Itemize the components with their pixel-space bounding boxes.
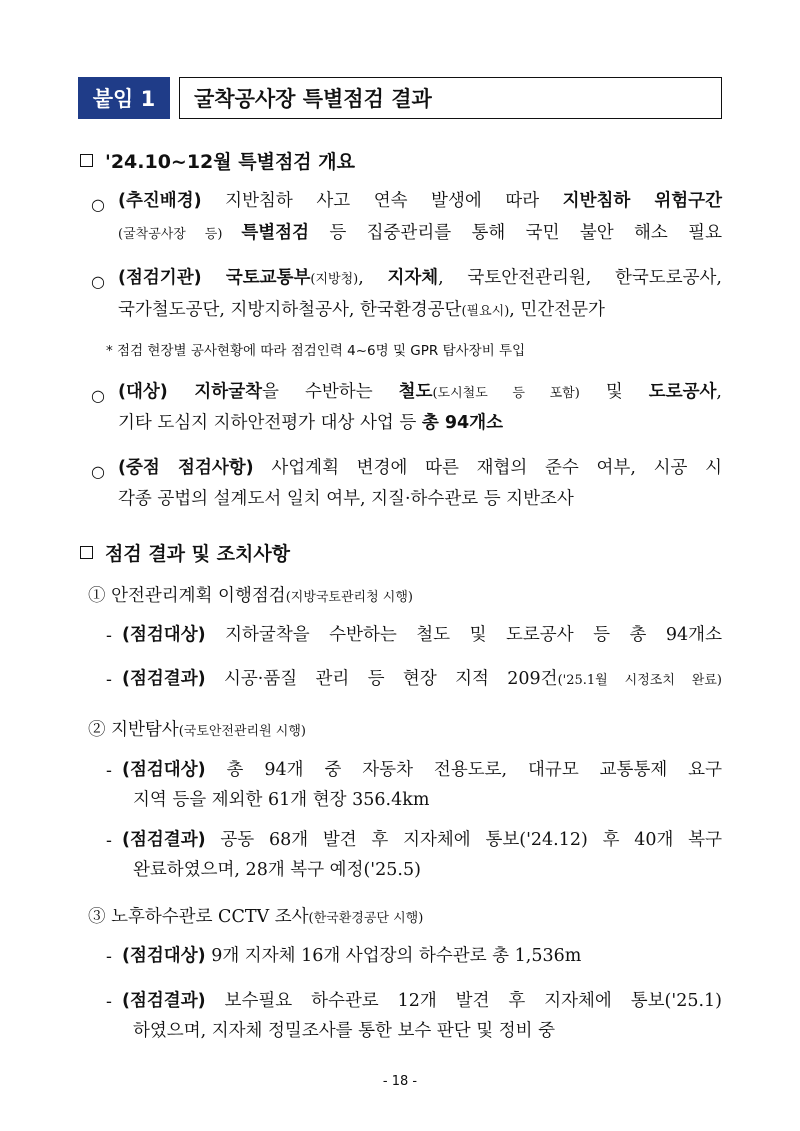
item-target-line1: (대상) 지하굴착을 수반하는 철도(도시철도 등 포함) 및 도로공사, <box>118 382 722 402</box>
section-2-heading <box>80 539 290 566</box>
group-3-result-line1: (점검결과) 보수필요 하수관로 12개 발견 후 지자체에 통보('25.1) <box>122 991 722 1011</box>
dash-bullet-icon: - <box>106 992 112 1012</box>
dash-bullet-icon: - <box>106 947 112 967</box>
circle-bullet-icon: ○ <box>91 272 105 291</box>
dash-bullet-icon: - <box>106 626 112 646</box>
circle-bullet-icon: ○ <box>91 386 105 405</box>
circle-bullet-icon: ○ <box>91 195 105 214</box>
item-agencies-line2: 국가철도공단, 지방지하철공사, 한국환경공단(필요시), 민간전문가 <box>118 300 605 320</box>
item-focus-line1: (중점 점검사항) 사업계획 변경에 따른 재협의 준수 여부, 시공 시 <box>118 458 722 478</box>
group-1-target: (점검대상) 지하굴착을 수반하는 철도 및 도로공사 등 총 94개소 <box>122 625 722 645</box>
item-focus-line2: 각종 공법의 설계도서 일치 여부, 지질·하수관로 등 지반조사 <box>118 489 574 509</box>
group-1-title: ① 안전관리계획 이행점검(지방국토관리청 시행) <box>88 586 413 606</box>
group-2-target-line2: 지역 등을 제외한 61개 현장 356.4km <box>133 790 430 810</box>
group-2-result-line1: (점검결과) 공동 68개 발견 후 지자체에 통보('24.12) 후 40개 복구 <box>122 830 722 850</box>
square-bullet-icon <box>80 154 93 167</box>
footnote: * 점검 현장별 공사현황에 따라 점검인력 4~6명 및 GPR 탐사장비 투입 <box>106 343 526 359</box>
attachment-badge: 붙임 1 <box>78 77 170 119</box>
section-1-title: '24.10~12월 특별점검 개요 <box>105 151 355 173</box>
item-agencies-line1: (점검기관) 국토교통부(지방청), 지자체, 국토안전관리원, 한국도로공사, <box>118 268 722 288</box>
item-target-line2: 기타 도심지 지하안전평가 대상 사업 등 총 94개소 <box>118 413 504 433</box>
section-1-heading <box>80 147 355 174</box>
dash-bullet-icon: - <box>106 670 112 690</box>
group-3-target: (점검대상) 9개 지자체 16개 사업장의 하수관로 총 1,536m <box>122 946 582 966</box>
group-2-title: ② 지반탐사(국토안전관리원 시행) <box>88 720 306 740</box>
circle-bullet-icon: ○ <box>91 462 105 481</box>
square-bullet-icon <box>80 546 93 559</box>
page-title: 굴착공사장 특별점검 결과 <box>179 77 722 119</box>
dash-bullet-icon: - <box>106 761 112 781</box>
section-2-title: 점검 결과 및 조치사항 <box>105 543 291 565</box>
dash-bullet-icon: - <box>106 831 112 851</box>
item-background-line1: (추진배경) 지반침하 사고 연속 발생에 따라 지반침하 위험구간 <box>118 191 722 211</box>
group-1-result: (점검결과) 시공·품질 관리 등 현장 지적 209건('25.1월 시정조치 완료) <box>122 669 722 689</box>
header <box>78 77 722 119</box>
group-2-target-line1: (점검대상) 총 94개 중 자동차 전용도로, 대규모 교통통제 요구 <box>122 760 722 780</box>
page-number: - 18 - <box>382 1074 418 1089</box>
group-2-result-line2: 완료하였으며, 28개 복구 예정('25.5) <box>133 860 421 880</box>
item-background-line2: (굴착공사장 등) 특별점검 등 집중관리를 통해 국민 불안 해소 필요 <box>118 223 722 243</box>
group-3-result-line2: 하였으며, 지자체 정밀조사를 통한 보수 판단 및 정비 중 <box>133 1021 555 1041</box>
group-3-title: ③ 노후하수관로 CCTV 조사(한국환경공단 시행) <box>88 907 424 927</box>
